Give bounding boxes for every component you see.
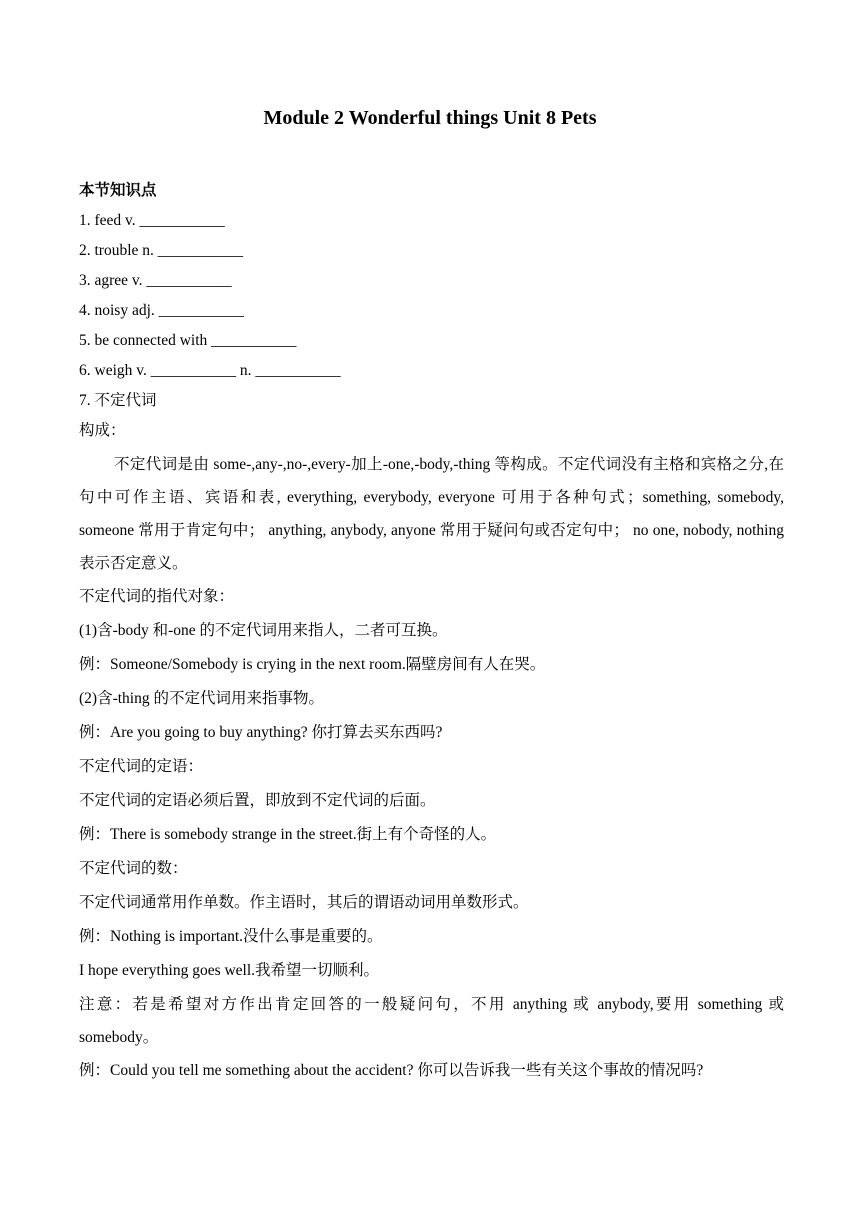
attributive-label: 不定代词的定语： (79, 758, 204, 775)
number-label: 不定代词的数： (79, 860, 188, 877)
vocab-item-5: 5. be connected with ___________ (79, 332, 297, 349)
reference-example-1: 例：Someone/Somebody is crying in the next room.隔壁房间有人在哭。 (79, 656, 546, 673)
attributive-example: 例：There is somebody strange in the street.街上有个奇怪的人。 (79, 826, 497, 843)
composition-paragraph: 不定代词是由 some-,any-,no-,every-加上-one,-body,-thing 等构成。不定代词没有主格和宾格之分,在句中可作主语、宾语和表, everything, everybody, everyone 可用于各种句式；something, somebody, someone 常用于肯定句中； anything, anybody, anyone 常用于疑问句或否定句中； no one, nobody, nothing 表示否定意义。 (79, 456, 784, 572)
vocab-item-4: 4. noisy adj. ___________ (79, 302, 244, 319)
note-paragraph: 注意：若是希望对方作出肯定回答的一般疑问句，不用 anything 或 anybody,要用 something 或 somebody。 (79, 996, 784, 1046)
vocab-item-3: 3. agree v. ___________ (79, 272, 232, 289)
composition-label: 构成： (79, 422, 126, 439)
vocab-item-2: 2. trouble n. ___________ (79, 242, 244, 259)
reference-label: 不定代词的指代对象： (79, 588, 235, 605)
section-heading: 本节知识点 (79, 182, 157, 199)
document-body (79, 176, 784, 1088)
document-title: Module 2 Wonderful things Unit 8 Pets (263, 107, 597, 129)
reference-example-2: 例：Are you going to buy anything? 你打算去买东西吗? (79, 724, 443, 741)
vocab-item-7: 7. 不定代词 (79, 392, 157, 409)
vocab-item-6: 6. weigh v. ___________ n. ___________ (79, 362, 341, 379)
reference-rule-1: (1)含-body 和-one 的不定代词用来指人，二者可互换。 (79, 622, 448, 639)
note-example: 例：Could you tell me something about the accident? 你可以告诉我一些有关这个事故的情况吗? (79, 1062, 704, 1079)
number-example-2: I hope everything goes well.我希望一切顺利。 (79, 962, 380, 979)
attributive-rule: 不定代词的定语必须后置，即放到不定代词的后面。 (79, 792, 436, 809)
reference-rule-2: (2)含-thing 的不定代词用来指事物。 (79, 690, 324, 707)
number-rule: 不定代词通常用作单数。作主语时，其后的谓语动词用单数形式。 (79, 894, 529, 911)
number-example-1: 例：Nothing is important.没什么事是重要的。 (79, 928, 383, 945)
vocab-item-1: 1. feed v. ___________ (79, 212, 225, 229)
